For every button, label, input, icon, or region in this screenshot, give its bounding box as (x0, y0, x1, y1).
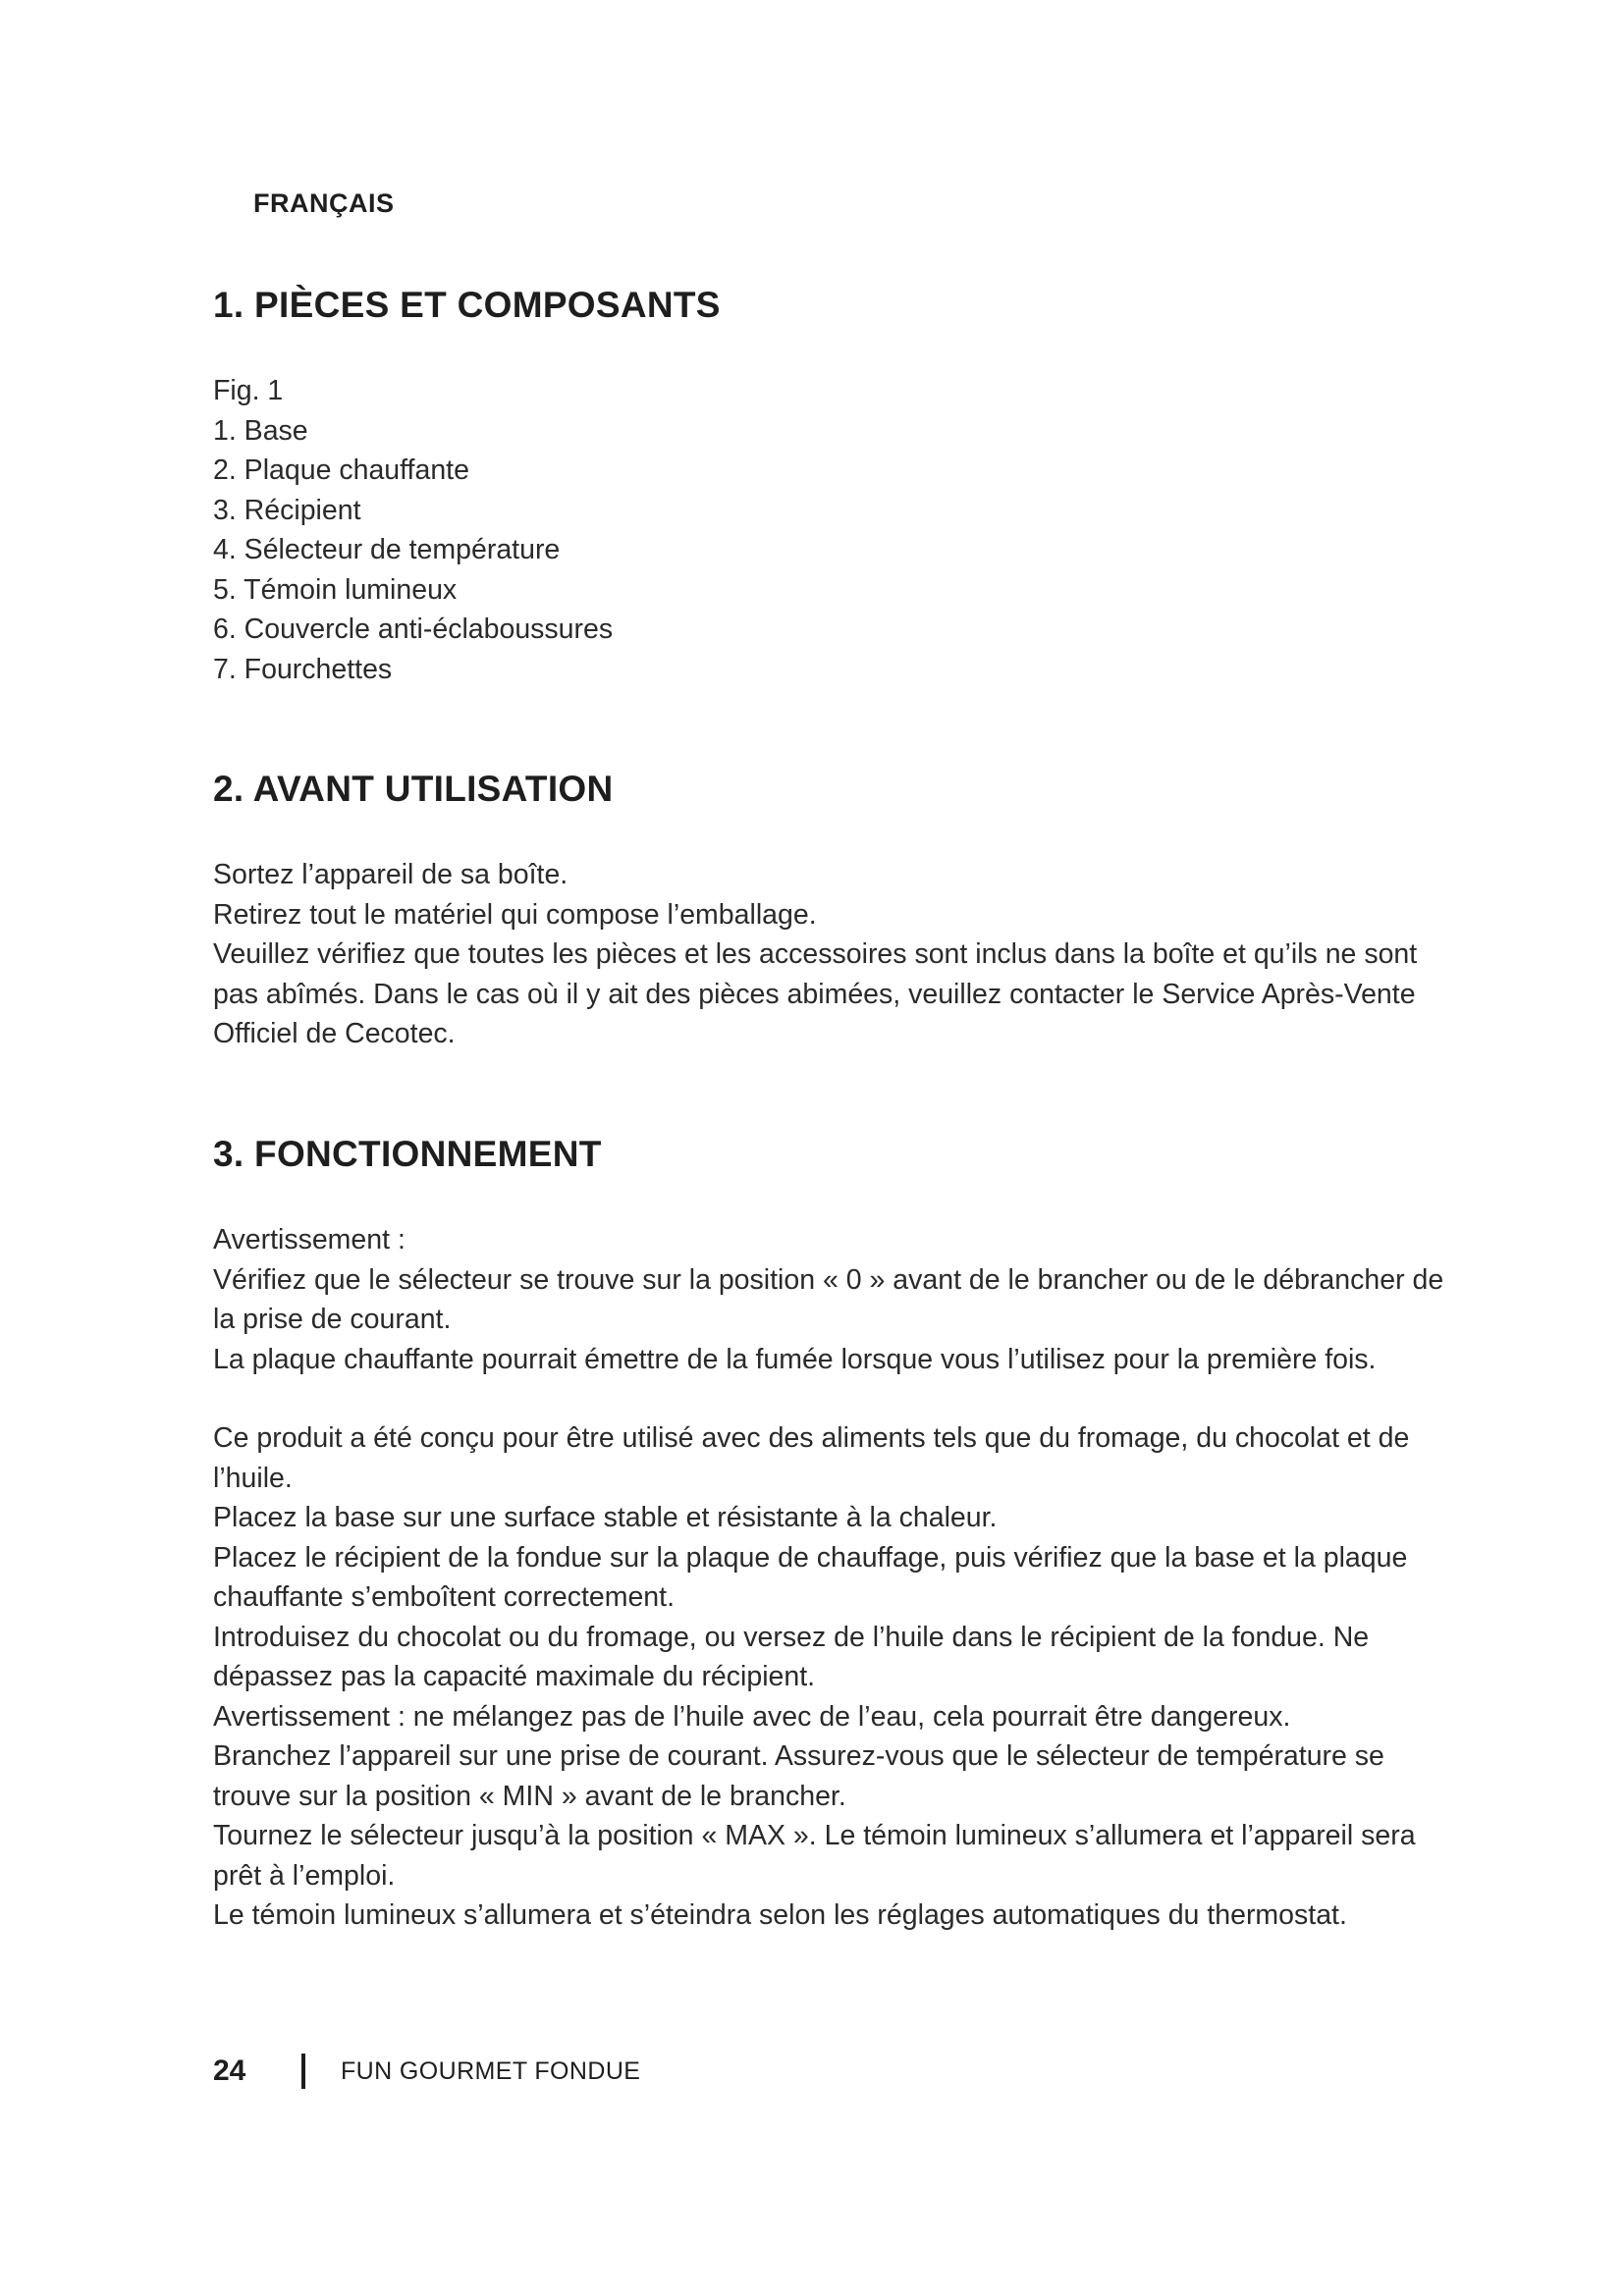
footer-product-name: FUN GOURMET FONDUE (341, 2056, 641, 2085)
section-parts (213, 285, 1460, 689)
parts-body (213, 371, 1460, 689)
paragraph: Introduisez du chocolat ou du fromage, ou versez de l’huile dans le récipient de la fondue. Ne dépassez pas la capacité maximale du récipient. (213, 1621, 1370, 1692)
page-number: 24 (213, 2055, 246, 2087)
parts-list (213, 411, 1460, 690)
list-item: 5. Témoin lumineux (213, 573, 458, 606)
page-footer (213, 2052, 640, 2091)
figure-label: Fig. 1 (213, 375, 284, 406)
section-title-parts: 1. PIÈCES ET COMPOSANTS (213, 285, 721, 325)
paragraph: Le témoin lumineux s’allumera et s’éteindra selon les réglages automatiques du thermostat. (213, 1899, 1347, 1931)
paragraph: Branchez l’appareil sur une prise de courant. Assurez-vous que le sélecteur de température se trouve sur la position « MIN » avant de le brancher. (213, 1740, 1384, 1812)
list-item: 2. Plaque chauffante (213, 454, 469, 486)
list-item: 1. Base (213, 414, 308, 447)
paragraph: Ce produit a été conçu pour être utilisé avec des aliments tels que du fromage, du chocolat et de l’huile. (213, 1422, 1410, 1494)
paragraph: Avertissement : ne mélangez pas de l’huile avec de l’eau, cela pourrait être dangereux. (213, 1700, 1291, 1733)
language-label: FRANÇAIS (253, 188, 395, 218)
warning-heading: Avertissement : (213, 1224, 406, 1255)
footer-divider (301, 2054, 305, 2089)
list-item: 3. Récipient (213, 494, 361, 526)
section-title-before-use: 2. AVANT UTILISATION (213, 769, 614, 809)
list-item: 6. Couvercle anti-éclaboussures (213, 614, 614, 645)
before-use-body (213, 855, 1460, 1054)
section-before-use (213, 769, 1460, 1054)
section-operation (213, 1134, 1460, 1936)
paragraph-gap (213, 1379, 1460, 1418)
list-item: 7. Fourchettes (213, 653, 393, 685)
paragraph: Retirez tout le matériel qui compose l’emballage. (213, 898, 817, 931)
operation-body (213, 1220, 1460, 1936)
paragraph: Placez la base sur une surface stable et résistante à la chaleur. (213, 1502, 998, 1533)
list-item: 4. Sélecteur de température (213, 534, 561, 565)
paragraph: Veuillez vérifiez que toutes les pièces et les accessoires sont inclus dans la boîte et qu’ils ne sont pas abîmés. Dans le cas où il y ait des pièces abimées, veuillez contacter le Service Après-Vente Officiel de Cecotec. (213, 938, 1418, 1049)
paragraph: Placez le récipient de la fondue sur la plaque de chauffage, puis vérifiez que la base et la plaque chauffante s’emboîtent correctement. (213, 1541, 1408, 1613)
paragraph: La plaque chauffante pourrait émettre de la fumée lorsque vous l’utilisez pour la première fois. (213, 1343, 1377, 1375)
paragraph: Sortez l’appareil de sa boîte. (213, 859, 568, 890)
section-title-operation: 3. FONCTIONNEMENT (213, 1134, 602, 1174)
paragraph: Vérifiez que le sélecteur se trouve sur la position « 0 » avant de le brancher ou de le débrancher de la prise de courant. (213, 1263, 1444, 1335)
paragraph: Tournez le sélecteur jusqu’à la position « MAX ». Le témoin lumineux s’allumera et l’appareil sera prêt à l’emploi. (213, 1820, 1416, 1892)
